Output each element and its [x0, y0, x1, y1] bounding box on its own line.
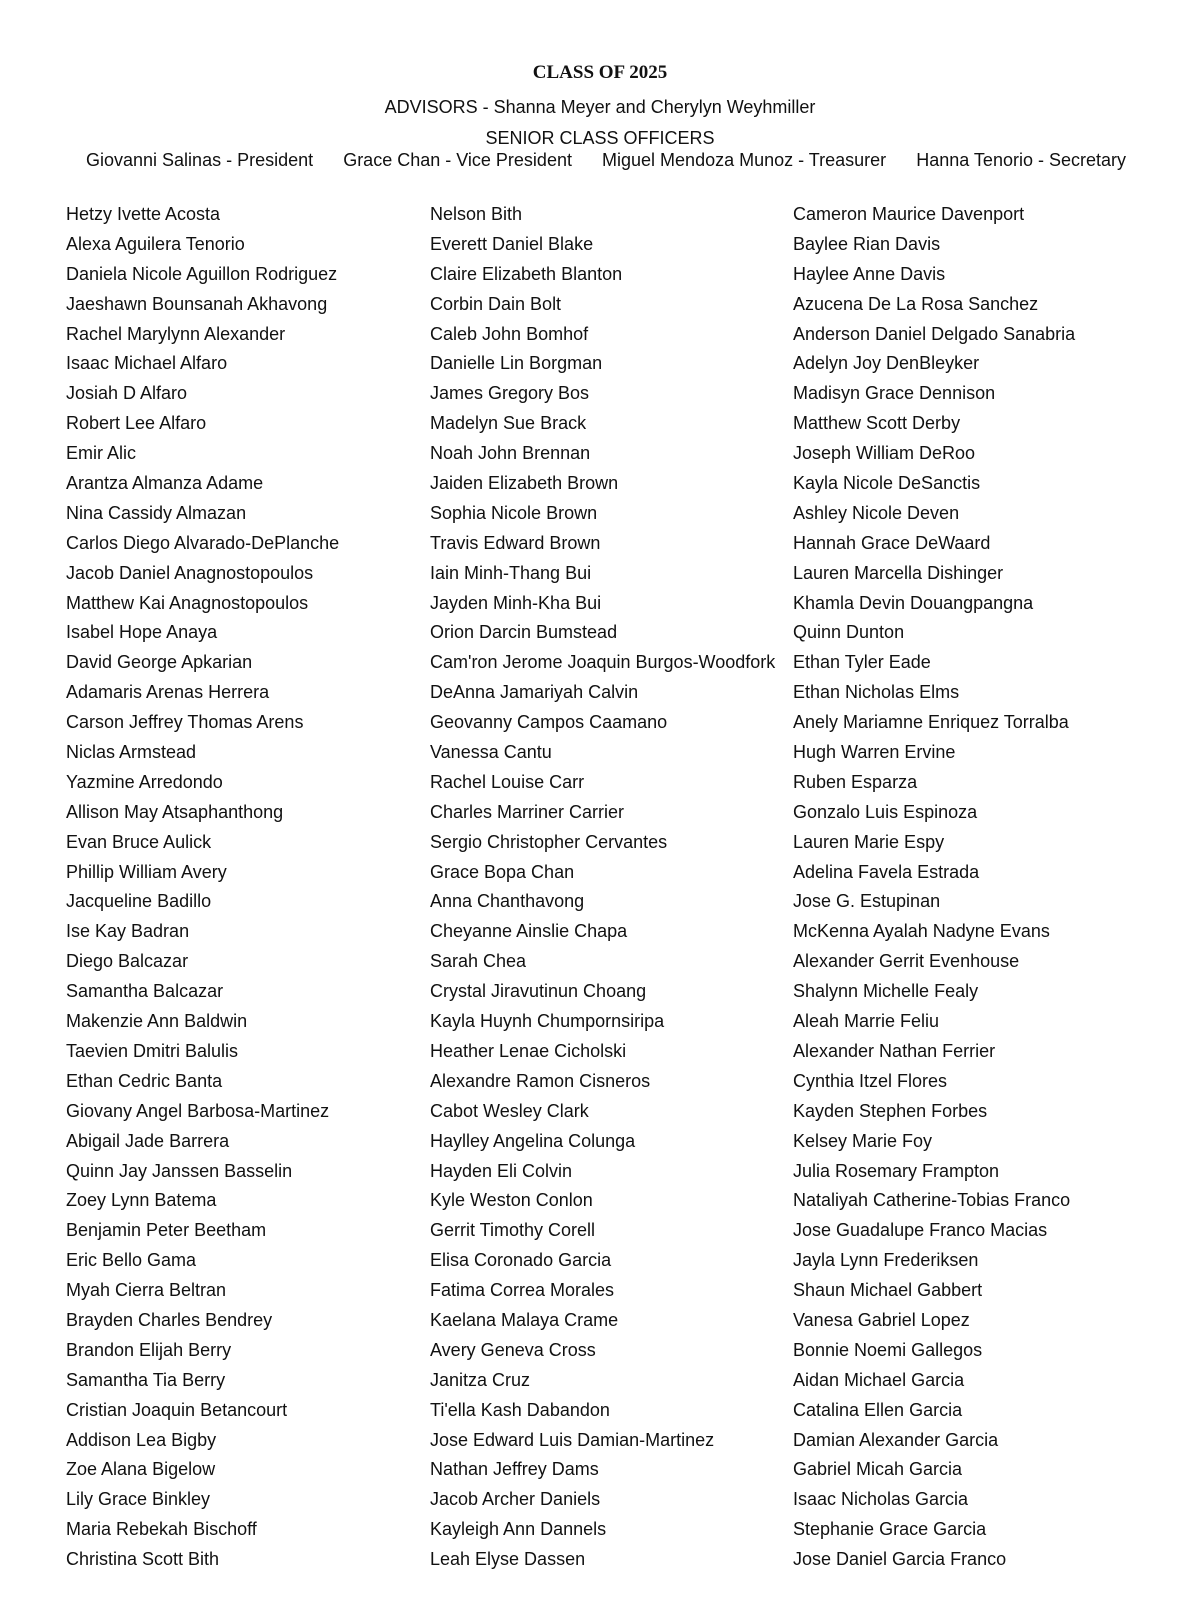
graduate-name: Madelyn Sue Brack	[430, 413, 587, 434]
graduate-name: Ethan Nicholas Elms	[793, 682, 960, 703]
graduate-name: Emir Alic	[66, 443, 137, 464]
graduate-name: Anna Chanthavong	[430, 891, 585, 912]
graduate-name: Jose Daniel Garcia Franco	[793, 1549, 1007, 1570]
graduate-name: Gabriel Micah Garcia	[793, 1459, 963, 1480]
graduate-name: Madisyn Grace Dennison	[793, 383, 996, 404]
graduate-name: Christina Scott Bith	[66, 1549, 220, 1570]
officers-heading: SENIOR CLASS OFFICERS	[485, 128, 715, 148]
graduate-name: Niclas Armstead	[66, 742, 197, 763]
graduate-name: Benjamin Peter Beetham	[66, 1220, 267, 1241]
graduate-name: Quinn Dunton	[793, 622, 905, 643]
graduate-name: Vanesa Gabriel Lopez	[793, 1309, 970, 1330]
graduate-name: Arantza Almanza Adame	[66, 473, 264, 494]
graduate-name: Kayla Nicole DeSanctis	[793, 473, 981, 494]
graduate-name: Quinn Jay Janssen Basselin	[66, 1160, 293, 1181]
graduate-name: Gonzalo Luis Espinoza	[793, 801, 978, 822]
graduate-name: James Gregory Bos	[430, 383, 590, 404]
graduate-name: Cam'ron Jerome Joaquin Burgos-Woodfork	[430, 652, 776, 673]
graduate-name: Fatima Correa Morales	[430, 1280, 615, 1301]
graduate-name: Diego Balcazar	[66, 951, 189, 972]
graduate-name: Orion Darcin Bumstead	[430, 622, 618, 643]
graduate-name: Geovanny Campos Caamano	[430, 712, 668, 733]
graduate-name: Alexa Aguilera Tenorio	[66, 233, 245, 254]
graduate-name: Heather Lenae Cicholski	[430, 1040, 627, 1061]
officer-secretary: Hanna Tenorio - Secretary	[916, 150, 1126, 170]
graduate-name: Ruben Esparza	[793, 771, 918, 792]
graduate-name: Matthew Kai Anagnostopoulos	[66, 592, 309, 613]
officers-row	[86, 150, 1126, 171]
graduate-name: Alexander Gerrit Evenhouse	[793, 951, 1020, 972]
graduate-name: Bonnie Noemi Gallegos	[793, 1339, 983, 1360]
graduate-name: Aidan Michael Garcia	[793, 1369, 965, 1390]
graduate-name: Lauren Marcella Dishinger	[793, 562, 1004, 583]
graduate-name: Daniela Nicole Aguillon Rodriguez	[66, 263, 338, 284]
graduate-name: David George Apkarian	[66, 652, 253, 673]
graduate-name: Aleah Marrie Feliu	[793, 1011, 940, 1032]
graduate-name: Hetzy Ivette Acosta	[66, 204, 221, 224]
graduate-name: Matthew Scott Derby	[793, 413, 961, 434]
graduate-name: Hugh Warren Ervine	[793, 742, 956, 763]
name-column-3	[793, 200, 1075, 1575]
graduate-name: Jose G. Estupinan	[793, 891, 941, 912]
graduate-name: Kayla Huynh Chumpornsiripa	[430, 1011, 665, 1032]
graduate-name: Cabot Wesley Clark	[430, 1100, 589, 1121]
graduate-name: Ashley Nicole Deven	[793, 502, 960, 523]
graduate-name: Elisa Coronado Garcia	[430, 1250, 612, 1271]
graduate-name: Haylley Angelina Colunga	[430, 1130, 636, 1151]
graduate-name: Jayla Lynn Frederiksen	[793, 1250, 979, 1271]
graduate-name: Ethan Tyler Eade	[793, 652, 931, 673]
graduate-name: Nathan Jeffrey Dams	[430, 1459, 599, 1480]
graduate-name: Isaac Michael Alfaro	[66, 353, 228, 374]
graduate-name: Brandon Elijah Berry	[66, 1339, 232, 1360]
graduate-name: Ti'ella Kash Dabandon	[430, 1399, 610, 1420]
graduate-name: Brayden Charles Bendrey	[66, 1309, 273, 1330]
graduate-name: Iain Minh-Thang Bui	[430, 562, 592, 583]
graduate-name: Josiah D Alfaro	[66, 383, 188, 404]
graduate-name: Noah John Brennan	[430, 443, 591, 464]
graduate-name: Rachel Marylynn Alexander	[66, 323, 286, 344]
graduate-name: Lily Grace Binkley	[66, 1489, 211, 1510]
graduate-name: Jose Edward Luis Damian-Martinez	[430, 1429, 715, 1450]
graduate-name: Cynthia Itzel Flores	[793, 1070, 948, 1091]
graduate-name: Claire Elizabeth Blanton	[430, 263, 623, 284]
graduate-name: Everett Daniel Blake	[430, 233, 594, 254]
graduate-name: Alexandre Ramon Cisneros	[430, 1070, 651, 1091]
graduate-name: Avery Geneva Cross	[430, 1339, 596, 1360]
graduate-name: Jaeshawn Bounsanah Akhavong	[66, 293, 328, 314]
graduate-name: Cheyanne Ainslie Chapa	[430, 921, 628, 942]
graduate-name: Khamla Devin Douangpangna	[793, 592, 1034, 613]
graduate-name: Eric Bello Gama	[66, 1250, 197, 1271]
graduate-name: Lauren Marie Espy	[793, 831, 945, 852]
graduate-name: Adelyn Joy DenBleyker	[793, 353, 980, 374]
graduate-name: Phillip William Avery	[66, 861, 227, 882]
graduate-name: Adamaris Arenas Herrera	[66, 682, 270, 703]
graduate-name: Makenzie Ann Baldwin	[66, 1011, 248, 1032]
graduate-name: Maria Rebekah Bischoff	[66, 1519, 257, 1540]
graduate-name: Shalynn Michelle Fealy	[793, 981, 979, 1002]
graduate-name: Gerrit Timothy Corell	[430, 1220, 596, 1241]
graduate-name: Nelson Bith	[430, 204, 523, 224]
graduate-name: Samantha Balcazar	[66, 981, 224, 1002]
graduate-name: Stephanie Grace Garcia	[793, 1519, 987, 1540]
graduate-name: Yazmine Arredondo	[66, 771, 223, 792]
graduate-name: Nataliyah Catherine-Tobias Franco	[793, 1190, 1071, 1211]
graduate-name: Sarah Chea	[430, 951, 527, 972]
graduate-name: Anderson Daniel Delgado Sanabria	[793, 323, 1076, 344]
graduate-name: Robert Lee Alfaro	[66, 413, 207, 434]
graduate-name: Abigail Jade Barrera	[66, 1130, 230, 1151]
graduate-name: Isabel Hope Anaya	[66, 622, 218, 643]
graduate-name: Sergio Christopher Cervantes	[430, 831, 668, 852]
graduate-name: Kayden Stephen Forbes	[793, 1100, 988, 1121]
graduate-name: Zoe Alana Bigelow	[66, 1459, 216, 1480]
graduate-name: Leah Elyse Dassen	[430, 1549, 586, 1570]
page-title: CLASS OF 2025	[532, 62, 668, 83]
officer-vice-president: Grace Chan - Vice President	[343, 150, 572, 170]
graduate-name: Giovany Angel Barbosa-Martinez	[66, 1100, 330, 1121]
graduate-name: Vanessa Cantu	[430, 742, 552, 763]
graduate-name: Taevien Dmitri Balulis	[66, 1040, 239, 1061]
graduate-name: Sophia Nicole Brown	[430, 502, 598, 523]
graduate-name: Julia Rosemary Frampton	[793, 1160, 1000, 1181]
graduate-name: Charles Marriner Carrier	[430, 801, 625, 822]
graduate-name: Addison Lea Bigby	[66, 1429, 217, 1450]
graduate-name: Evan Bruce Aulick	[66, 831, 212, 852]
graduate-name: Janitza Cruz	[430, 1369, 531, 1390]
graduate-name: Jacob Archer Daniels	[430, 1489, 601, 1510]
graduate-name: Myah Cierra Beltran	[66, 1280, 227, 1301]
graduate-name: Crystal Jiravutinun Choang	[430, 981, 647, 1002]
graduate-name: Baylee Rian Davis	[793, 233, 941, 254]
graduate-name: Jaiden Elizabeth Brown	[430, 473, 619, 494]
graduate-name: Kyle Weston Conlon	[430, 1190, 593, 1211]
graduate-name: Jose Guadalupe Franco Macias	[793, 1220, 1048, 1241]
officer-president: Giovanni Salinas - President	[86, 150, 314, 170]
graduate-name: Caleb John Bomhof	[430, 323, 589, 344]
graduate-name: Haylee Anne Davis	[793, 263, 946, 284]
graduate-name: Jayden Minh-Kha Bui	[430, 592, 602, 613]
graduate-name: Joseph William DeRoo	[793, 443, 976, 464]
graduate-name: Carson Jeffrey Thomas Arens	[66, 712, 304, 733]
graduate-name: Jacqueline Badillo	[66, 891, 212, 912]
graduate-name: DeAnna Jamariyah Calvin	[430, 682, 639, 703]
graduate-name: Jacob Daniel Anagnostopoulos	[66, 562, 314, 583]
graduate-name: Carlos Diego Alvarado-DePlanche	[66, 532, 340, 553]
graduate-name: Hannah Grace DeWaard	[793, 532, 991, 553]
graduate-name: Cameron Maurice Davenport	[793, 204, 1025, 224]
graduate-name: Hayden Eli Colvin	[430, 1160, 573, 1181]
graduate-name: Grace Bopa Chan	[430, 861, 575, 882]
graduate-name: Travis Edward Brown	[430, 532, 601, 553]
graduate-name: Azucena De La Rosa Sanchez	[793, 293, 1039, 314]
graduate-name: Shaun Michael Gabbert	[793, 1280, 983, 1301]
graduate-name: Anely Mariamne Enriquez Torralba	[793, 712, 1069, 733]
graduate-name: Kayleigh Ann Dannels	[430, 1519, 607, 1540]
graduate-name: McKenna Ayalah Nadyne Evans	[793, 921, 1050, 942]
officer-treasurer: Miguel Mendoza Munoz - Treasurer	[602, 150, 887, 170]
graduate-name: Ethan Cedric Banta	[66, 1070, 223, 1091]
graduate-name: Cristian Joaquin Betancourt	[66, 1399, 288, 1420]
graduate-name: Kaelana Malaya Crame	[430, 1309, 619, 1330]
graduate-name: Rachel Louise Carr	[430, 771, 585, 792]
graduate-name: Adelina Favela Estrada	[793, 861, 980, 882]
graduate-name: Allison May Atsaphanthong	[66, 801, 284, 822]
advisors-line: ADVISORS - Shanna Meyer and Cherylyn Weyhmiller	[384, 97, 816, 117]
graduate-name: Ise Kay Badran	[66, 921, 190, 942]
name-column-2	[430, 200, 775, 1575]
graduate-name: Catalina Ellen Garcia	[793, 1399, 963, 1420]
graduate-name: Zoey Lynn Batema	[66, 1190, 217, 1211]
graduate-name: Danielle Lin Borgman	[430, 353, 603, 374]
graduate-name: Damian Alexander Garcia	[793, 1429, 999, 1450]
graduate-name: Isaac Nicholas Garcia	[793, 1489, 969, 1510]
graduate-name: Samantha Tia Berry	[66, 1369, 226, 1390]
graduate-name: Corbin Dain Bolt	[430, 293, 562, 314]
graduate-name: Nina Cassidy Almazan	[66, 502, 247, 523]
graduate-name: Alexander Nathan Ferrier	[793, 1040, 996, 1061]
graduate-name: Kelsey Marie Foy	[793, 1130, 933, 1151]
name-column-1	[66, 200, 339, 1575]
